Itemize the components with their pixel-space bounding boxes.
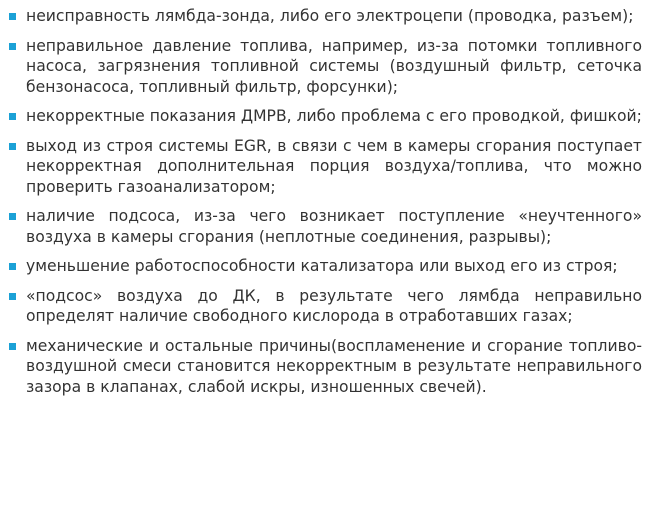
list-item (8, 206, 642, 247)
list-item (8, 136, 642, 198)
list-item (8, 106, 642, 127)
square-bullet-icon (9, 143, 16, 150)
square-bullet-icon (9, 13, 16, 20)
list-item-text: наличие подсоса, из-за чего возникает поступление «неучтенного» воздуха в камеры сгорания (неплотные соединения, разрывы); (26, 207, 642, 246)
square-bullet-icon (9, 113, 16, 120)
square-bullet-icon (9, 263, 16, 270)
list-item-text: неправильное давление топлива, например, из-за потомки топливного насоса, загрязнения топливной системы (воздушный фильтр, сеточка бензонасоса, топливный фильтр, форсунки); (26, 36, 642, 96)
square-bullet-icon (9, 343, 16, 350)
list-item-text: механические и остальные причины(воспламенение и сгорание топливо-воздушной смеси становится некорректным в результате неправильного зазора в клапанах, слабой искры, изношенных свечей). (26, 336, 642, 396)
list-item-text: уменьшение работоспособности катализатора или выход его из строя; (26, 257, 618, 275)
square-bullet-icon (9, 43, 16, 50)
list-item-text: некорректные показания ДМРВ, либо проблема с его проводкой, фишкой; (26, 107, 642, 125)
list-item (8, 36, 642, 98)
list-item (8, 286, 642, 327)
list-item (8, 256, 642, 277)
list-item-text: выход из строя системы EGR, в связи с чем в камеры сгорания поступает некорректная дополнительная порция воздуха/топлива, что можно проверить газоанализатором; (26, 136, 642, 196)
list-item (8, 6, 642, 27)
list-item-text: неисправность лямбда-зонда, либо его электроцепи (проводка, разъем); (26, 7, 634, 25)
list-item (8, 336, 642, 398)
square-bullet-icon (9, 293, 16, 300)
square-bullet-icon (9, 213, 16, 220)
list-item-text: «подсос» воздуха до ДК, в результате чего лямбда неправильно определят наличие свободного кислорода в отработавших газах; (26, 286, 642, 325)
